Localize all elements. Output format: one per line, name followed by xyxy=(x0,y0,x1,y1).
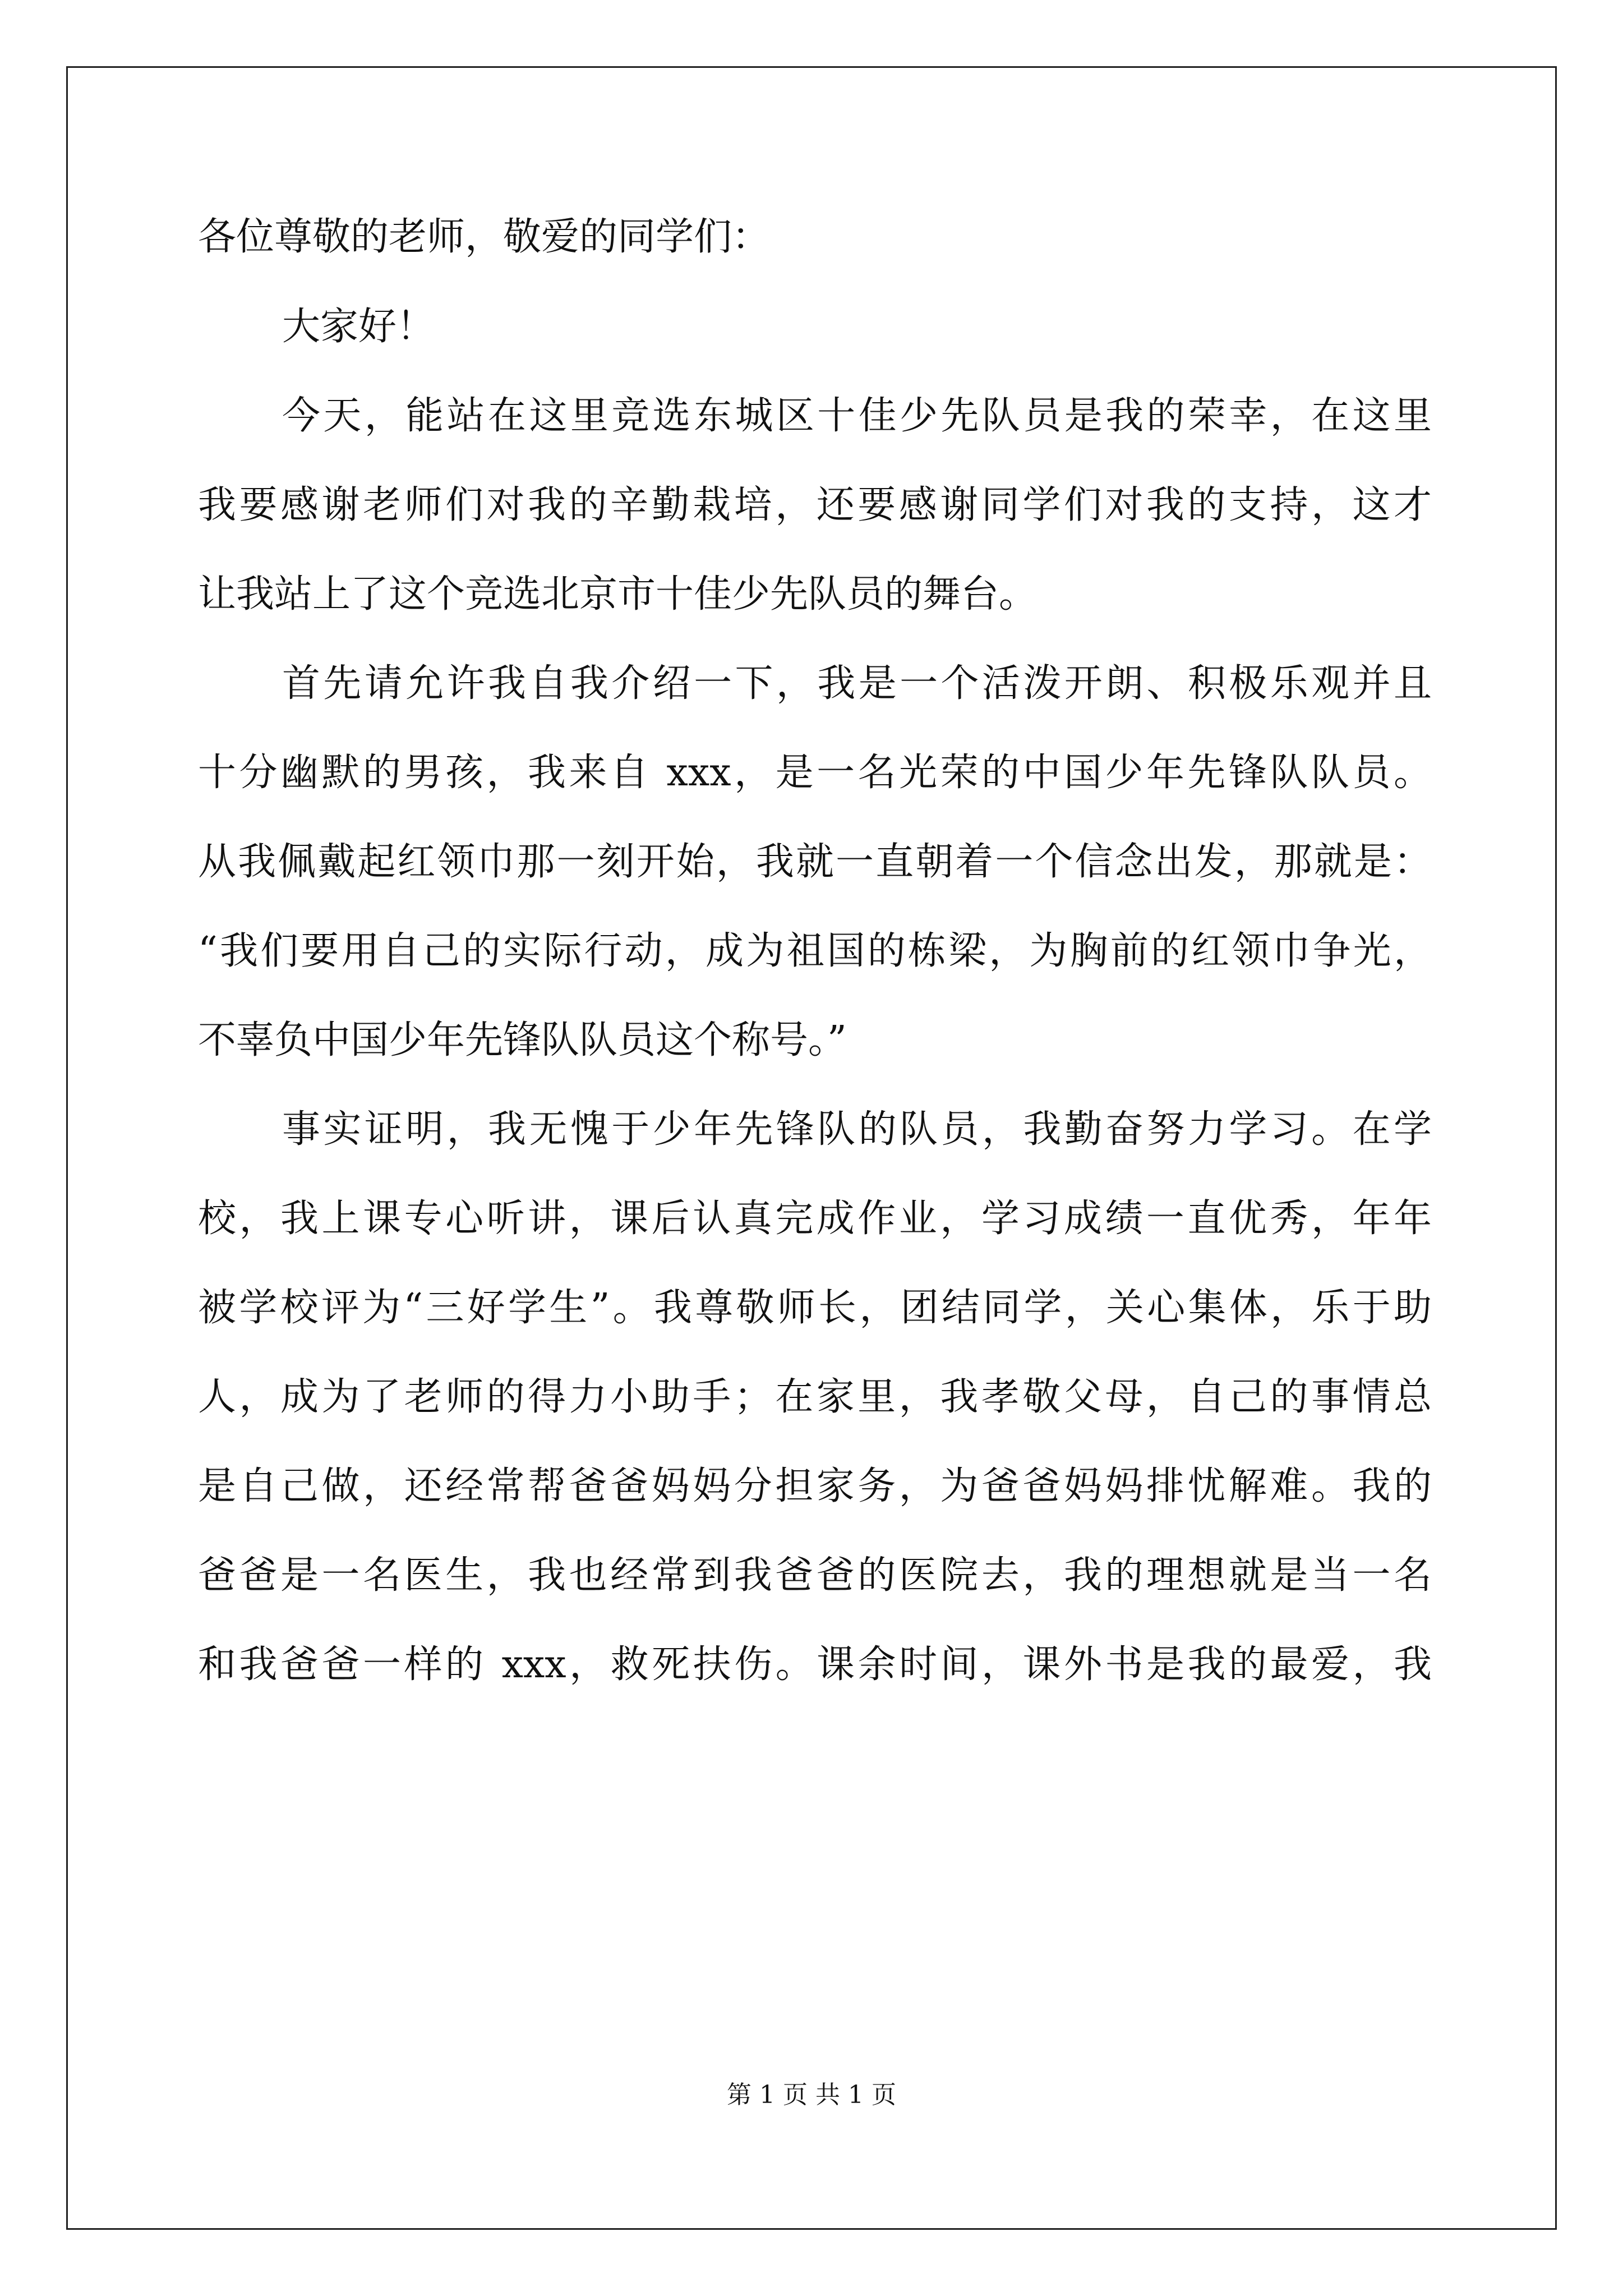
text-line: 大家好！ xyxy=(282,305,435,349)
text-line: 首先请允许我自我介绍一下，我是一个活泼开朗、积极乐观并且 xyxy=(282,661,1432,706)
text-line: 和我爸爸一样的 xxx，救死扶伤。课余时间，课外书是我的最爱，我 xyxy=(198,1642,1432,1687)
text-line: 今天，能站在这里竞选东城区十佳少先队员是我的荣幸，在这里 xyxy=(282,394,1432,438)
text-line: 爸爸是一名医生，我也经常到我爸爸的医院去，我的理想就是当一名 xyxy=(198,1553,1432,1598)
text-line: “我们要用自己的实际行动，成为祖国的栋梁，为胸前的红领巾争光， xyxy=(198,929,1432,973)
text-line: 校，我上课专心听讲，课后认真完成作业，学习成绩一直优秀，年年 xyxy=(198,1197,1432,1241)
text-line: 事实证明，我无愧于少年先锋队的队员，我勤奋努力学习。在学 xyxy=(282,1107,1432,1152)
text-line: 是自己做，还经常帮爸爸妈妈分担家务，为爸爸妈妈排忧解难。我的 xyxy=(198,1464,1432,1508)
text-line: 各位尊敬的老师，敬爱的同学们： xyxy=(198,215,771,259)
text-line: 我要感谢老师们对我的辛勤栽培，还要感谢同学们对我的支持，这才 xyxy=(198,483,1432,527)
text-line: 让我站上了这个竞选北京市十佳少先队员的舞台。 xyxy=(198,572,1038,616)
text-line: 不辜负中国少年先锋队队员这个称号。” xyxy=(198,1018,847,1062)
page-footer: 第 1 页 共 1 页 xyxy=(727,2081,896,2109)
text-line: 被学校评为“三好学生”。我尊敬师长，团结同学，关心集体，乐于助 xyxy=(198,1286,1432,1330)
text-line: 十分幽默的男孩，我来自 xxx，是一名光荣的中国少年先锋队队员。 xyxy=(198,751,1432,795)
text-line: 人，成为了老师的得力小助手；在家里，我孝敬父母，自己的事情总 xyxy=(198,1375,1432,1419)
text-line: 从我佩戴起红领巾那一刻开始，我就一直朝着一个信念出发，那就是： xyxy=(198,840,1432,884)
